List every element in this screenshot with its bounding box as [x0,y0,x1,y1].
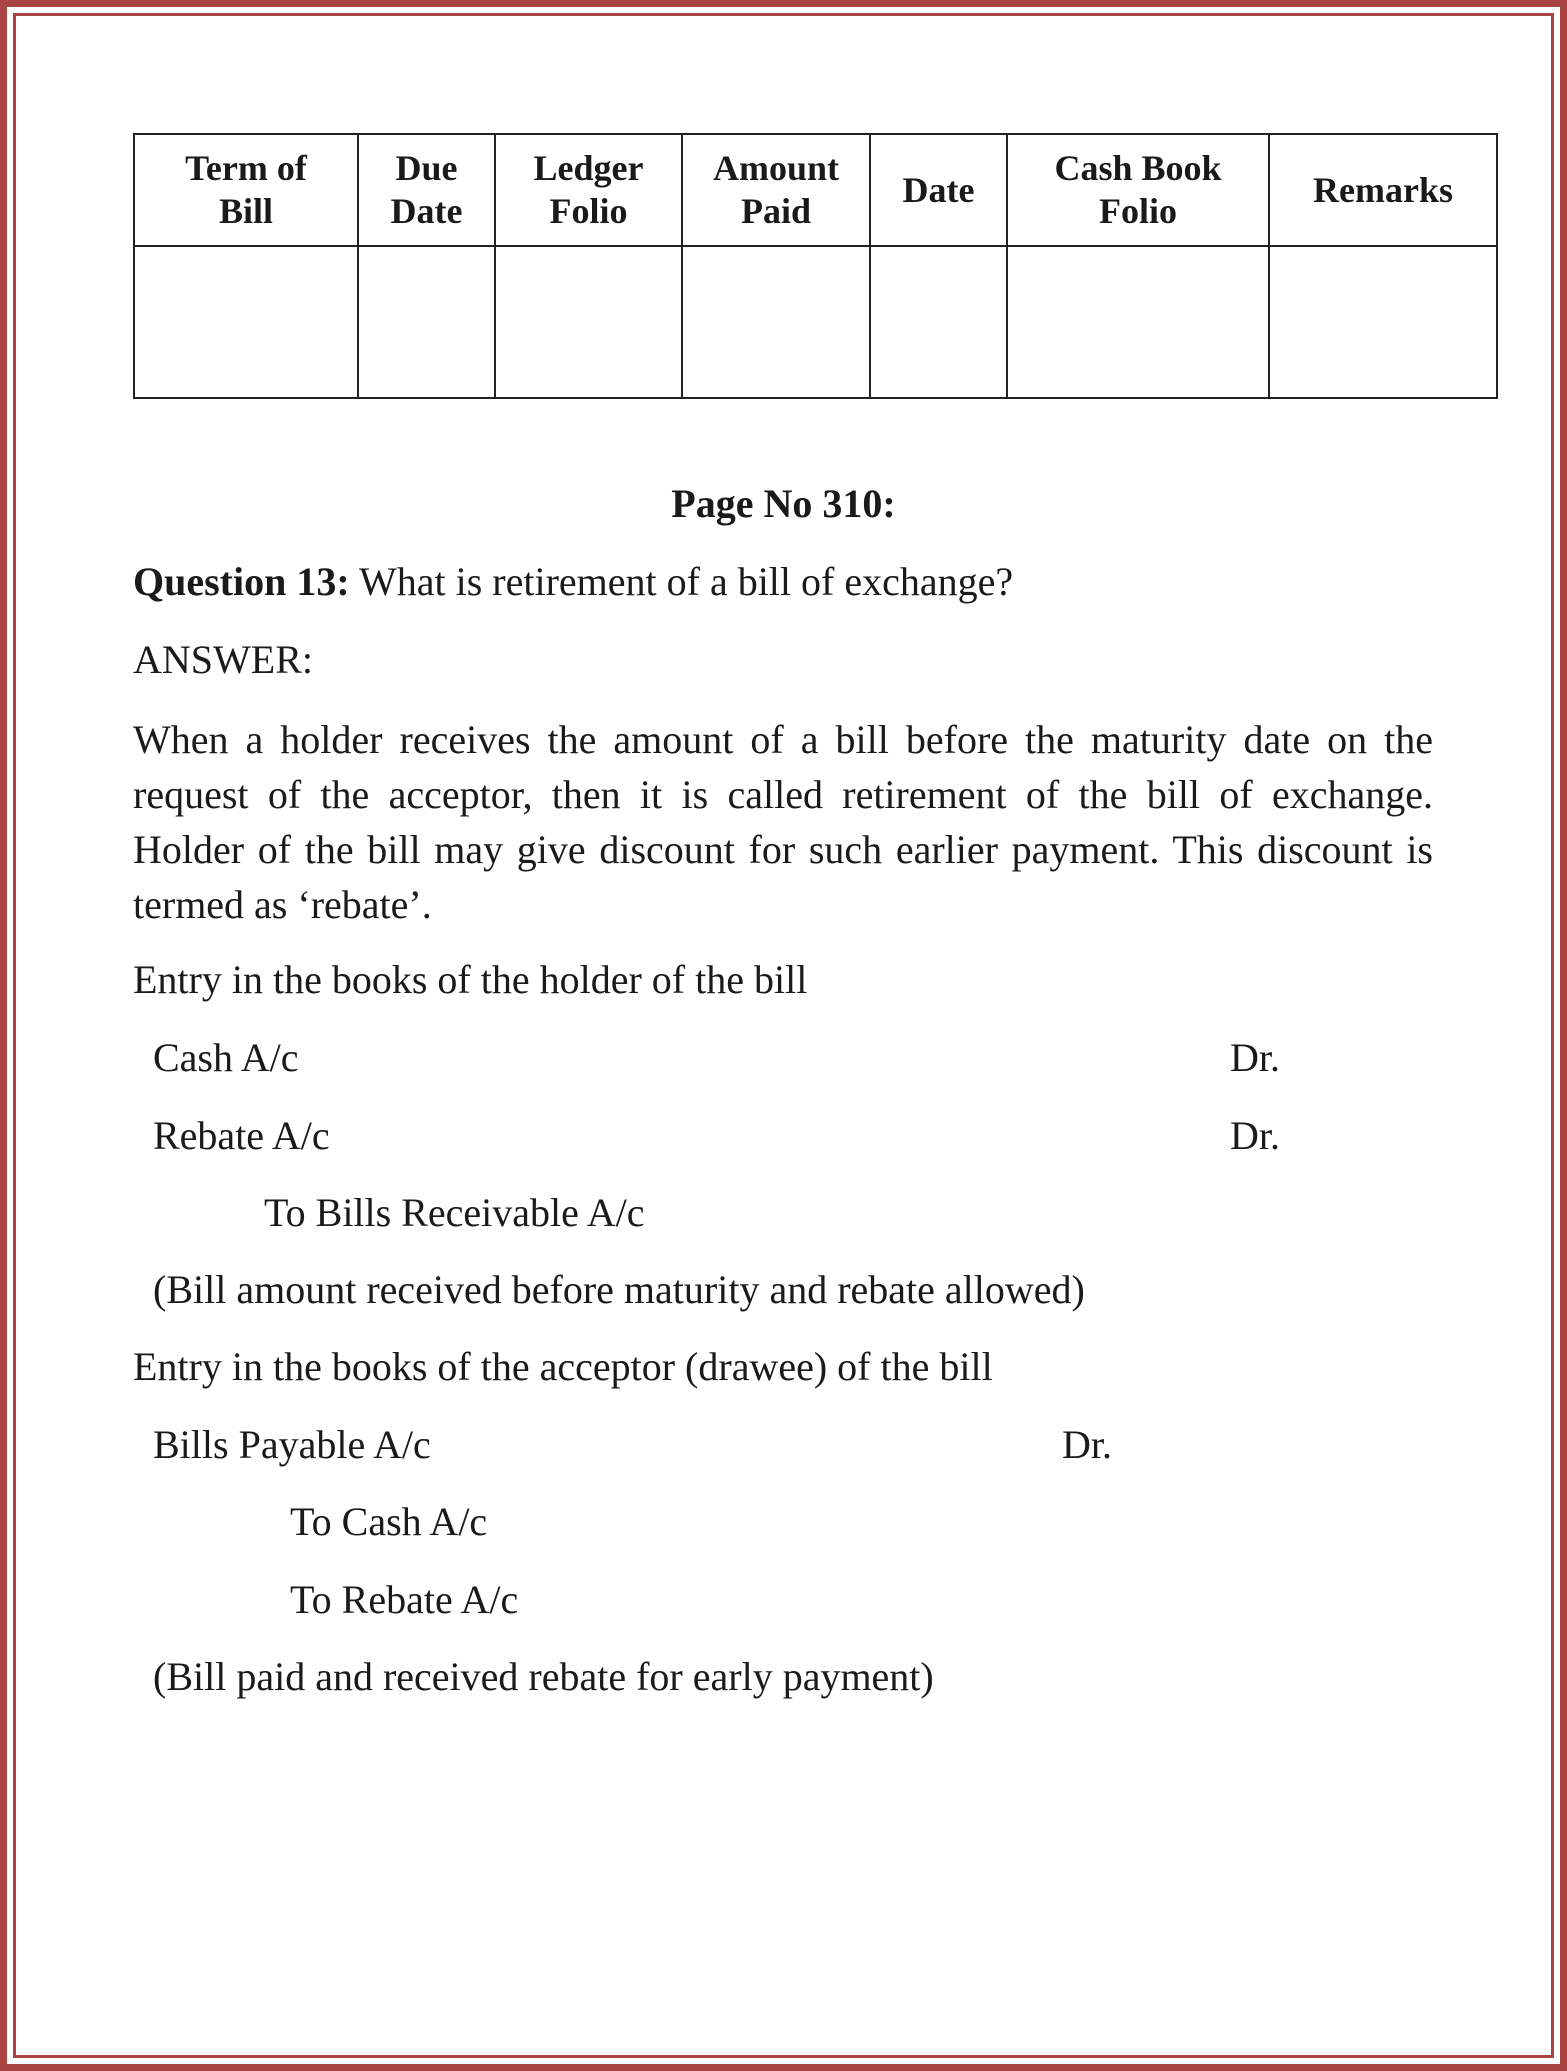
acceptor-debit-bills-payable-dr: Dr. [1062,1422,1112,1467]
acceptor-debit-bills-payable: Bills Payable A/c [153,1422,431,1467]
holder-debit-rebate-dr: Dr. [1230,1113,1280,1158]
table-cell [1269,246,1497,398]
answer-paragraph: When a holder receives the amount of a bill before the maturity date on the request of the acceptor, then it is called retirement of the bill of exchange. Holder of the bill may give discount for such earlier payment. This discount is termed as ‘rebate’. [133,717,1433,927]
question-text: What is retirement of a bill of exchange? [349,559,1014,604]
header-cash-book-folio-text: Cash Book Folio [1054,148,1222,231]
answer-label: ANSWER: [133,637,313,682]
header-remarks [1269,134,1497,246]
table-cell [1007,246,1269,398]
header-amount-paid-text: Amount Paid [712,148,840,231]
table-header-row [134,134,1497,246]
acceptor-narration: (Bill paid and received rebate for early payment) [153,1654,934,1699]
holder-credit-bills-receivable: To Bills Receivable A/c [264,1190,645,1235]
holder-debit-cash: Cash A/c [153,1035,299,1080]
acceptor-credit-cash: To Cash A/c [290,1499,488,1544]
table-cell [495,246,682,398]
table-cell [134,246,358,398]
holder-entry-heading: Entry in the books of the holder of the bill [133,957,808,1002]
bill-register-table [133,133,1498,399]
table-cell [682,246,870,398]
question-label: Question 13: [133,559,350,604]
holder-narration: (Bill amount received before maturity and rebate allowed) [153,1267,1085,1312]
header-cash-book-folio [1007,134,1269,246]
header-ledger-folio-text: Ledger Folio [533,148,644,231]
question-line [133,558,1013,606]
header-due-date [358,134,495,246]
header-term-of-bill [134,134,358,246]
acceptor-credit-rebate: To Rebate A/c [290,1577,519,1622]
table-cell [870,246,1007,398]
holder-debit-cash-dr: Dr. [1230,1035,1280,1080]
header-ledger-folio [495,134,682,246]
header-date-text: Date [902,169,975,210]
header-remarks-text: Remarks [1313,169,1453,210]
header-due-date-text: Due Date [390,148,463,231]
table-cell [358,246,495,398]
holder-debit-rebate: Rebate A/c [153,1113,330,1158]
table-row [134,246,1497,398]
header-date [870,134,1007,246]
page-number-heading: Page No 310: [671,481,896,526]
acceptor-entry-heading: Entry in the books of the acceptor (drawee) of the bill [133,1344,993,1389]
header-term-of-bill-text: Term of Bill [185,148,307,231]
header-amount-paid [682,134,870,246]
